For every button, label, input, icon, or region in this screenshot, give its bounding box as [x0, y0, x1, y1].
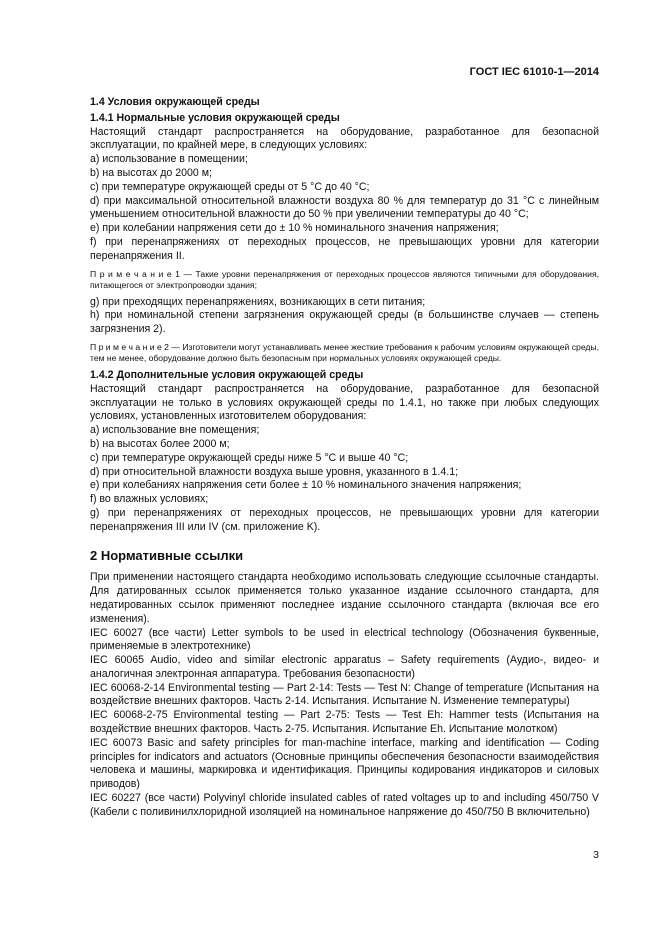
reference-item: IEC 60068-2-75 Environmental testing — Part 2-75: Tests — Test Eh: Hammer tests (Испытания на воздействие внешних факторов. Часть 2-75. Испытания. Испытание Eh. Испытание молотком): [90, 709, 599, 736]
list-item: b) на высотах более 2000 м;: [90, 437, 230, 450]
list-item: e) при колебании напряжения сети до ± 10 % номинального значения напряжения;: [90, 222, 499, 235]
list-item: h) при номинальной степени загрязнения окружающей среды (в большинстве случаев — степень загрязнения 2).: [90, 309, 599, 336]
list-item: e) при колебаниях напряжения сети более ± 10 % номинального значения напряжения;: [90, 479, 522, 492]
page-number: 3: [593, 849, 599, 861]
list-item: c) при температуре окружающей среды от 5 °С до 40 °С;: [90, 180, 370, 193]
reference-item: IEC 60027 (все части) Letter symbols to be used in electrical technology (Обозначения буквенные, применяемые в электротехнике): [90, 626, 599, 653]
section-2-heading: 2 Нормативные ссылки: [90, 547, 244, 563]
list-item: c) при температуре окружающей среды ниже 5 °С и выше 40 °С;: [90, 451, 409, 464]
list-item: a) использование вне помещения;: [90, 424, 260, 437]
list-item: a) использование в помещении;: [90, 153, 248, 166]
section-1-4-2-heading: 1.4.2 Дополнительные условия окружающей среды: [90, 368, 364, 381]
list-item: f) при перенапряжениях от переходных процессов, не превышающих уровни для категории перенапряжения II.: [90, 235, 599, 262]
list-item: g) при преходящих перенапряжениях, возникающих в сети питания;: [90, 295, 426, 308]
list-item: f) во влажных условиях;: [90, 493, 209, 506]
list-item: d) при максимальной относительной влажности воздуха 80 % для температур до 31 °С с линейным уменьшением относительной влажности до 50 % при увеличении температуры до 40 °С;: [90, 194, 599, 221]
list-item: b) на высотах до 2000 м;: [90, 166, 212, 179]
note-2: П р и м е ч а н и е 2 — Изготовители могут устанавливать менее жесткие требования к рабочим условиям окружающей среды, тем не менее, оборудование должно быть безопасным при нормальных условиях окружающей среды.: [90, 341, 599, 363]
reference-item: IEC 60065 Audio, video and similar electronic apparatus – Safety requirements (Аудио-, видео- и аналогичная электронная аппаратура. Требования безопасности): [90, 654, 599, 680]
page-content: [90, 96, 599, 820]
section-1-4-1-intro: Настоящий стандарт распространяется на оборудование, разработанное для безопасной эксплуатации, по крайней мере, в следующих условиях:: [90, 125, 599, 152]
section-1-4-2-intro: Настоящий стандарт распространяется на оборудование, разработанное для безопасной эксплуатации не только в условиях окружающей среды по 1.4.1, но также при любых следующих условиях, установленных изготовителем оборудования:: [90, 382, 599, 423]
reference-item: IEC 60073 Basic and safety principles for man-machine interface, marking and identification — Coding principles for indicators and actuators (Основные принципы обеспечения безопасности взаимодействия человека и машины, маркировка и идентификация. Принципы кодирования индикаторов и силовых приводов): [90, 736, 599, 791]
note-1: П р и м е ч а н и е 1 — Такие уровни перенапряжения от переходных процессов являются типичными для оборудования, питающегося от электропроводки здания;: [90, 268, 599, 290]
section-2-intro: При применении настоящего стандарта необходимо использовать следующие ссылочные стандарты. Для датированных ссылок применяется только указанное издание ссылочного стандарта, для недатированных ссылок применяют последнее издание ссылочного стандарта (включая все его изменения).: [90, 571, 599, 625]
section-1-4-heading: 1.4 Условия окружающей среды: [90, 96, 260, 108]
list-item: g) при перенапряжениях от переходных процессов, не превышающих уровни для категории перенапряжения III или IV (см. приложение K).: [90, 506, 599, 533]
section-1-4-1-heading: 1.4.1 Нормальные условия окружающей среды: [90, 111, 340, 124]
reference-item: IEC 60068-2-14 Environmental testing — Part 2-14: Tests — Test N: Change of temperature (Испытания на воздействие внешних факторов. Часть 2-14. Испытания. Испытание N. Изменение температуры): [90, 681, 599, 708]
document-code: ГОСТ IEC 61010-1—2014: [469, 66, 599, 78]
reference-item: IEC 60227 (все части) Polyvinyl chloride insulated cables of rated voltages up to and including 450/750 V (Кабели с поливинилхлоридной изоляцией на номинальное напряжение до 450/750 В включительно): [90, 792, 599, 818]
list-item: d) при относительной влажности воздуха выше уровня, указанного в 1.4.1;: [90, 465, 459, 478]
